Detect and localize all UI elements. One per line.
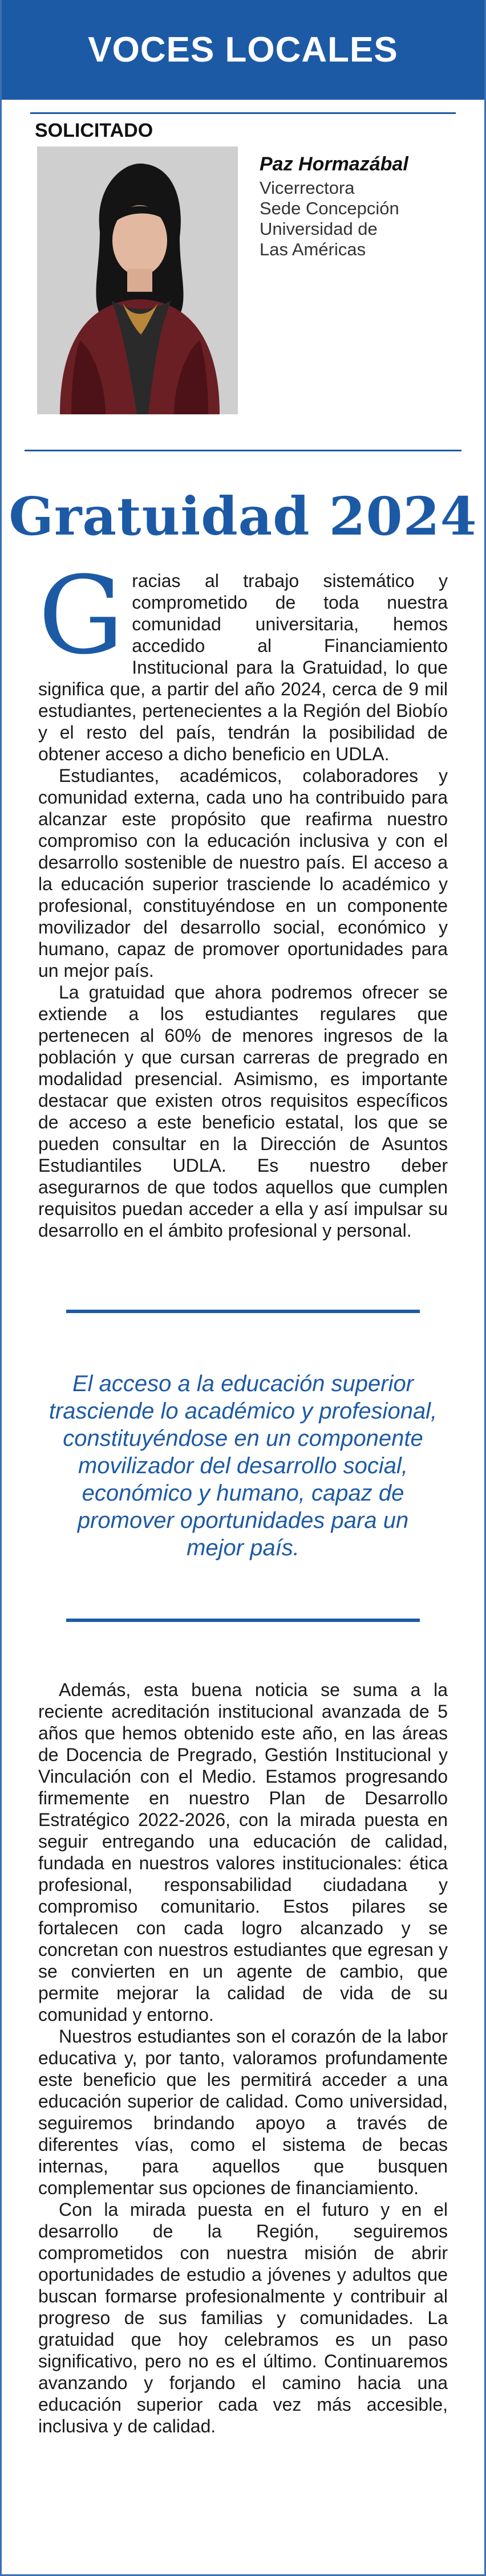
author-photo [37,146,238,414]
author-info [260,153,476,260]
paragraph-6: Con la mirada puesta en el futuro y en el desarrollo de la Región, seguiremos comprometidos con nuestra misión de abrir oportunidades de estudio a jóvenes y adultos que buscan formarse profesionalmente y contribuir al progreso de sus familias y comunidades. La gratuidad que hoy celebramos es un paso significativo, pero no es el último. Continuaremos avanzando y forjando el camino hacia una educación superior cada vez más accesible, inclusiva y de calidad. [38,2199,448,2436]
author-block [2,142,484,415]
author-name: Paz Hormazábal [260,153,408,175]
paragraph-5: Nuestros estudiantes son el corazón de la labor educativa y, por tanto, valoramos profundamente este beneficio que les permitirá acceder a una educación superior de calidad. Como universidad, seguiremos brindando apoyo a través de diferentes vías, como el sistema de becas internas, para aquellos que busquen complementar sus opciones de financiamiento. [38,2026,448,2198]
quote-top-rule [66,1310,420,1313]
article-body-part2 [38,1679,448,2437]
pull-quote: El acceso a la educación superior trasciende lo académico y profesional, constituyéndose en un componente movilizador del desarrollo social, económico y humano, capaz de promover oportunidades para un mejor país. [48,1371,438,1560]
paragraph-1-text: racias al trabajo sistemático y comprometido de toda nuestra comunidad universitaria, hemos accedido al Financiamiento Institucional para la Gratuidad, lo que significa que, a partir del año 2024, cerca de 9 mil estudiantes, pertenecientes a la Región del Biobío y el resto del país, tendrán la posibilidad de obtener acceso a dicho beneficio en UDLA. [38,570,448,764]
author-campus: Sede Concepción [260,198,399,218]
author-role: Vicerrectora [260,178,355,198]
article-body-part1 [38,553,448,1241]
paragraph-3: La gratuidad que ahora podremos ofrecer se extiende a los estudiantes regulares que pertenecen al 60% de menores ingresos de la población y que cursan carreras de pregrado en modalidad presencial. Asimismo, es importante destacar que existen otros requisitos específicos de acceso a este beneficio estatal, los que se pueden consultar en la Dirección de Asuntos Estudiantiles UDLA. Es nuestro deber asegurarnos de que todos aquellos que cumplen requisitos puedan acceder a ella y así impulsar su desarrollo en el ámbito profesional y personal. [38,982,448,1241]
drop-cap: G [38,553,124,678]
article-title: Gratuidad 2024 [9,486,477,547]
author-portrait-illustration [37,146,238,414]
author-university-line2: Las Américas [260,239,366,259]
section-header [2,0,484,100]
paragraph-4: Además, esta buena noticia se suma a la reciente acreditación institucional avanzada de 5 años que hemos obtenido este año, en las áreas de Docencia de Pregrado, Gestión Institucional y Vinculación con el Medio. Estamos progresando firmemente en nuestro Plan de Desarrollo Estratégico 2022-2026, con la mirada puesta en seguir entregando una educación de calidad, fundada en nuestros valores institucionales: ética profesional, responsabilidad ciudadana y compromiso comunitario. Estos pilares se fortalecen con cada logro alcanzado y se concretan con nuestros estudiantes que egresan y se convierten en un agente de cambio, que permite mejorar la calidad de vida de su comunidad y entorno. [38,1680,448,2025]
paragraph-2: Estudiantes, académicos, colaboradores y comunidad externa, cada uno ha contribuido para alcanzar este propósito que reafirma nuestro compromiso con la educación inclusiva y con el desarrollo sostenible de nuestro país. El acceso a la educación superior trasciende lo académico y profesional, constituyéndose en un componente movilizador del desarrollo social, económico y humano, capaz de promover oportunidades para un mejor país. [38,765,448,981]
paragraph-1 [38,553,448,765]
section-title: VOCES LOCALES [88,30,398,70]
title-divider [25,450,461,451]
top-divider [30,112,456,114]
byline-tag: SOLICITADO [35,120,153,141]
quote-bottom-rule [66,1619,420,1622]
author-university-line1: Universidad de [260,219,378,239]
